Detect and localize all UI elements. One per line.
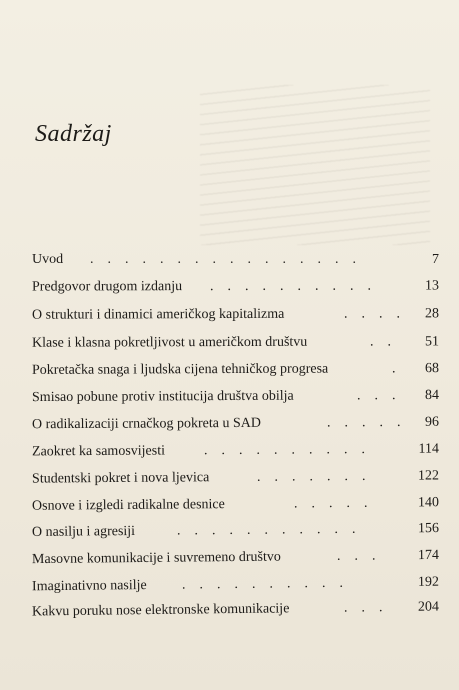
toc-entry-page: 174 xyxy=(417,547,440,564)
toc-entry-leader: . . . . . . . . . . . xyxy=(176,521,356,539)
toc-entry-leader: . . . . . xyxy=(326,414,401,431)
toc-entry xyxy=(32,440,439,463)
toc-entry xyxy=(32,546,439,570)
toc-entry-title: Kakvu poruku nose elektronske komunikacije xyxy=(31,601,290,620)
toc-entry xyxy=(32,332,439,353)
toc-entry-page: 192 xyxy=(417,574,440,590)
toc-entry-leader: . . . . . . . . . . xyxy=(181,575,344,593)
toc-entry-page: 156 xyxy=(417,521,440,537)
toc-entry-leader: . . . . . . . . . . xyxy=(203,442,366,459)
toc-entry-page: 28 xyxy=(424,306,440,322)
toc-entry-title: Imaginativno nasilje xyxy=(31,578,147,595)
toc-entry xyxy=(32,276,439,297)
toc-entry-title: Zaokret ka samosvijesti xyxy=(31,443,166,460)
toc-entry-title: Osnove i izgledi radikalne desnice xyxy=(31,497,225,514)
toc-entry xyxy=(32,493,439,517)
toc-entry xyxy=(32,304,439,325)
toc-entry-page: 96 xyxy=(424,414,440,430)
toc-entry-page: 7 xyxy=(432,252,439,267)
toc-entry-title: Predgovor drugom izdanju xyxy=(31,279,183,295)
toc-entry xyxy=(32,519,439,543)
toc-entry-page: 140 xyxy=(417,495,440,511)
toc-entry-title: Uvod xyxy=(32,252,64,267)
toc-entry-leader: . . . xyxy=(356,388,396,404)
toc-entry-leader: . . . xyxy=(336,548,376,564)
toc-entry-page: 68 xyxy=(424,361,440,377)
toc-entry-page: 51 xyxy=(424,334,440,350)
toc-entry-leader: . xyxy=(391,361,396,377)
toc-entry-page: 84 xyxy=(424,387,440,404)
toc-entry xyxy=(32,598,439,623)
toc-entry xyxy=(32,413,439,435)
toc-entry-title: Pokretačka snaga i ljudska cijena tehničkog progresa xyxy=(31,361,329,378)
show-through-texture xyxy=(200,85,430,245)
toc-entry-page: 114 xyxy=(418,441,440,457)
toc-entry xyxy=(32,250,439,270)
toc-entry-title: O nasilju i agresiji xyxy=(31,523,136,540)
toc-entry xyxy=(32,573,439,598)
toc-entry-page: 13 xyxy=(424,278,440,294)
toc-entry xyxy=(32,359,439,381)
contents-heading: Sadržaj xyxy=(35,121,112,147)
toc-entry xyxy=(32,386,439,408)
toc-entry-title: Studentski pokret i nova ljevica xyxy=(31,470,210,487)
toc-entry-leader: . . . . . . . . . . xyxy=(209,278,372,295)
toc-entry xyxy=(32,466,439,489)
toc-entry-leader: . . . xyxy=(343,600,383,616)
toc-entry-title: Smisao pobune protiv institucija društva obilja xyxy=(31,388,294,406)
toc-entry-title: Masovne komunikacije i suvremeno društvo xyxy=(31,549,281,568)
toc-entry-leader: . . . . . . . . . . . . . . . . xyxy=(90,252,356,267)
toc-entry-leader: . . xyxy=(369,334,392,350)
toc-entry-leader: . . . . . xyxy=(293,495,368,512)
toc-entry-leader: . . . . xyxy=(343,306,401,322)
toc-entry-title: O radikalizaciji crnačkog pokreta u SAD xyxy=(31,415,262,433)
toc-entry-page: 204 xyxy=(417,599,440,615)
toc-entry-title: Klase i klasna pokretljivost u američkom društvu xyxy=(31,334,308,351)
toc-entry-page: 122 xyxy=(417,468,440,484)
toc-entry-leader: . . . . . . . xyxy=(256,468,366,485)
toc-entry-title: O strukturi i dinamici američkog kapitalizma xyxy=(31,306,285,323)
